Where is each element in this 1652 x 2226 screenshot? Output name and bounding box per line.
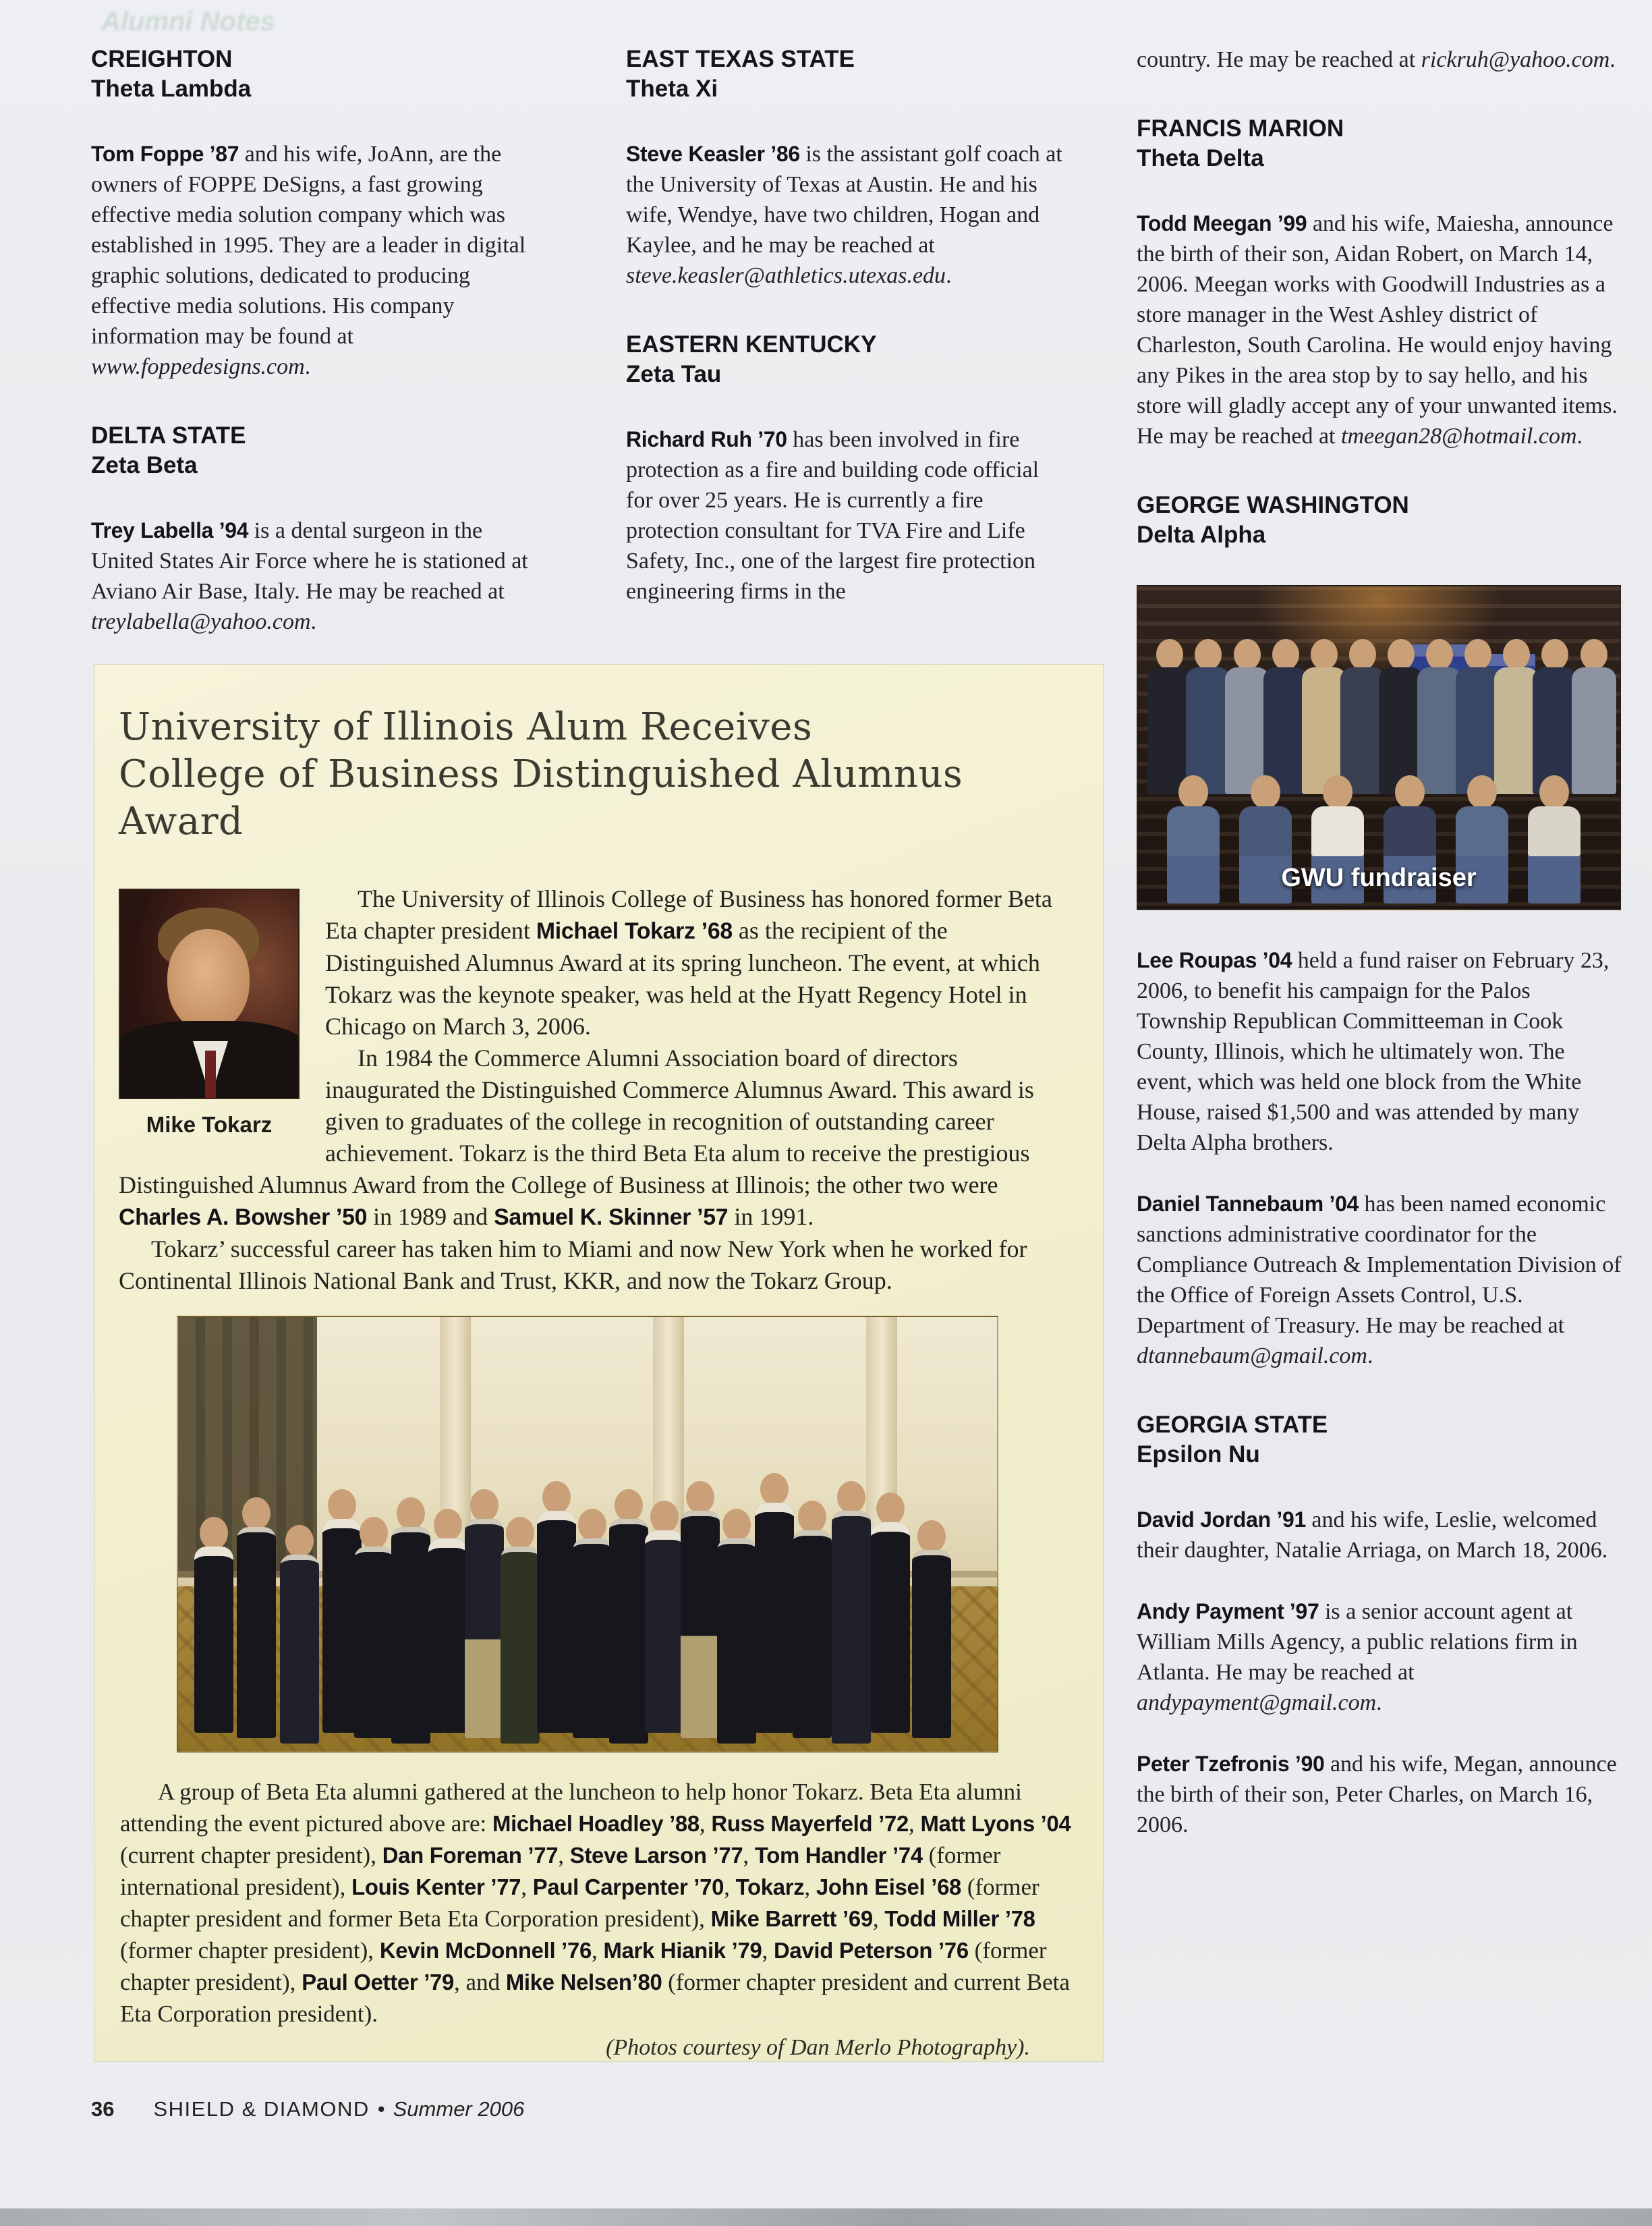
- person-head: [1541, 639, 1568, 670]
- email-or-url: andypayment@gmail.com: [1137, 1690, 1377, 1715]
- body-text: (former chapter president and former Beta Eta Corporation president),: [120, 1874, 1039, 1932]
- alumnus-name: Daniel Tannebaum ’04: [1137, 1192, 1359, 1216]
- alumnus-name: Todd Meegan ’99: [1137, 211, 1307, 235]
- page-number: 36: [91, 2097, 115, 2121]
- email-or-url: treylabella@yahoo.com: [91, 609, 311, 634]
- person-head: [798, 1501, 826, 1533]
- chapter-name: Zeta Tau: [626, 361, 722, 387]
- alumni-note: [91, 516, 543, 637]
- chapter-name: Theta Xi: [626, 76, 718, 102]
- person-body: [573, 1538, 612, 1738]
- body-text: and his wife, JoAnn, are the owners of FOPPE DeSigns, a fast growing effective media solution company which was established in 1995. They are a leader in digital graphic solutions, dedicated to producing effective media solutions. His company information may be found at: [91, 142, 526, 349]
- section-heading: [91, 45, 543, 104]
- body-text: and his wife, Maiesha, announce the birth of their son, Aidan Robert, on March 14, 2006. Meegan works with Goodwill Industries as a store manager in the West Ashley district of Charleston, South Carolina. He would enjoy having any Pikes in the area stop by to say hello, and his store will gladly accept any of your unwanted items. He may be reached at: [1137, 211, 1618, 449]
- feature-paragraph: [119, 1233, 1075, 1297]
- person-head: [1349, 639, 1376, 670]
- person-head: [434, 1509, 462, 1541]
- school-name: EAST TEXAS STATE: [626, 46, 855, 72]
- person-head: [1272, 639, 1299, 670]
- person-head: [200, 1517, 228, 1549]
- body-text: In 1984 the Commerce Alumni Association board of directors inaugurated the Distinguished Commerce Alumnus Award. This award is given to graduates of the college in recognition of outstanding career achievement. Tokarz is the third Beta Eta alum to receive the prestigious Distinguished Alumnus Award from the College of Business at Illinois; the other two were: [119, 1045, 1034, 1198]
- body-text: in 1989 and: [367, 1203, 494, 1230]
- feature-box: [94, 665, 1103, 2061]
- body-text: ,: [743, 1842, 755, 1868]
- person-head: [1178, 775, 1208, 809]
- section-heading: [91, 421, 543, 480]
- email-or-url: www.foppedesigns.com: [91, 354, 305, 379]
- person-head: [470, 1489, 499, 1522]
- alumnus-name: Steve Keasler ’86: [626, 142, 800, 166]
- person-figure: [1225, 639, 1270, 794]
- person-body: [832, 1511, 871, 1744]
- alumnus-name: Louis Kenter ’77: [351, 1874, 521, 1899]
- alumnus-name: John Eisel ’68: [816, 1874, 962, 1899]
- person-figure: [237, 1497, 276, 1738]
- alumnus-name: Richard Ruh ’70: [626, 427, 787, 451]
- person-head: [1464, 639, 1491, 670]
- alumnus-name: Samuel K. Skinner ’57: [494, 1204, 729, 1230]
- alumnus-name: Michael Tokarz ’68: [536, 918, 733, 944]
- person-figure: [871, 1493, 910, 1733]
- person-head: [360, 1517, 388, 1549]
- alumnus-name: Peter Tzefronis ’90: [1137, 1752, 1325, 1776]
- school-name: EASTERN KENTUCKY: [626, 331, 877, 358]
- alumnus-name: Tom Handler ’74: [754, 1843, 923, 1868]
- person-head: [1503, 639, 1530, 670]
- issue-label: Summer 2006: [393, 2097, 525, 2121]
- body-text: .: [304, 354, 311, 379]
- alumni-note: [1137, 1189, 1624, 1371]
- email-or-url: dtannebaum@gmail.com: [1137, 1343, 1367, 1368]
- person-figure: [194, 1517, 233, 1733]
- person-head: [1426, 639, 1453, 670]
- column-left: [91, 45, 543, 668]
- email-or-url: steve.keasler@athletics.utexas.edu: [626, 263, 946, 288]
- person-figure: [717, 1509, 756, 1744]
- section-heading: [1137, 491, 1624, 550]
- alumnus-name: David Jordan ’91: [1137, 1507, 1306, 1532]
- person-head: [397, 1497, 425, 1530]
- person-figure: [391, 1497, 430, 1744]
- person-figure: [1494, 639, 1539, 794]
- body-text: .: [310, 609, 317, 634]
- person-body: [194, 1547, 233, 1733]
- person-figure: [832, 1481, 871, 1744]
- school-name: GEORGIA STATE: [1137, 1412, 1328, 1438]
- person-figure: [1379, 639, 1423, 794]
- body-text: ,: [762, 1937, 774, 1964]
- alumnus-name: Matt Lyons ’04: [920, 1811, 1071, 1836]
- person-figure: [537, 1481, 576, 1733]
- person-head: [285, 1525, 314, 1557]
- column-middle: [626, 45, 1071, 638]
- person-head: [506, 1517, 534, 1549]
- alumni-note: [1137, 1749, 1624, 1840]
- body-text: (former chapter president),: [120, 1937, 1047, 1995]
- body-text: and his wife, Leslie, welcomed their daughter, Natalie Arriaga, on March 18, 2006.: [1137, 1507, 1608, 1563]
- alumnus-name: Mike Nelsen’80: [505, 1970, 662, 1995]
- alumnus-name: Charles A. Bowsher ’50: [119, 1204, 368, 1230]
- person-figure: [1302, 639, 1346, 794]
- person-head: [1395, 775, 1425, 809]
- person-body: [793, 1530, 832, 1738]
- person-head: [760, 1473, 789, 1505]
- person-figure: [1533, 639, 1577, 794]
- person-head: [876, 1493, 905, 1525]
- body-text: .: [1367, 1343, 1373, 1368]
- person-figure: [1417, 639, 1462, 794]
- feature-title: [119, 704, 1075, 845]
- person-body: [391, 1527, 430, 1744]
- school-name: GEORGE WASHINGTON: [1137, 492, 1409, 518]
- body-text: (former chapter president),: [120, 1937, 380, 1964]
- alumnus-name: Michael Hoadley ’88: [492, 1811, 700, 1836]
- person-head: [1251, 775, 1280, 809]
- body-text: .: [1376, 1690, 1382, 1715]
- person-figure: [912, 1520, 951, 1738]
- body-text: has been involved in fire protection as a fire and building code official for over 25 years. He is currently a fire protection consultant for TVA Fire and Life Safety, Inc., one of the largest fire protection engineering firms in the: [626, 427, 1039, 604]
- alumnus-name: Tom Foppe ’87: [91, 142, 239, 166]
- body-text: ,: [804, 1874, 816, 1900]
- gwu-photo-caption: GWU fundraiser: [1281, 864, 1477, 892]
- alumni-note: [1137, 1505, 1624, 1565]
- alumni-note: [1137, 45, 1624, 75]
- email-or-url: rickruh@yahoo.com: [1421, 47, 1610, 72]
- portrait-caption: Mike Tokarz: [146, 1112, 273, 1137]
- body-text: ,: [558, 1842, 570, 1868]
- footer-separator: •: [377, 2097, 385, 2121]
- photo-credit: (Photos courtesy of Dan Merlo Photography).: [606, 2035, 1030, 2060]
- body-text: ,: [521, 1874, 533, 1900]
- school-name: DELTA STATE: [91, 422, 246, 449]
- person-figure: [573, 1509, 612, 1738]
- body-text: is a senior account agent at William Mills Agency, a public relations firm in Atlanta. He may be reached at: [1137, 1599, 1578, 1685]
- person-figure: [465, 1489, 504, 1738]
- person-figure: [793, 1501, 832, 1738]
- person-body: [237, 1527, 276, 1738]
- portrait-face: [167, 929, 250, 1032]
- page-footer: [91, 2097, 524, 2121]
- person-head: [1195, 639, 1222, 670]
- alumni-note: [1137, 208, 1624, 451]
- section-heading: [626, 45, 1071, 104]
- magazine-name: SHIELD & DIAMOND: [153, 2097, 370, 2121]
- scan-edge-strip: [0, 2208, 1652, 2226]
- body-text: has been named economic sanctions administrative coordinator for the Compliance Outreach & Implementation Division of the Office of Foreign Assets Control, U.S. Department of Treasury. He may be reached at: [1137, 1192, 1622, 1338]
- alumni-note: [626, 139, 1071, 291]
- person-figure: [1456, 639, 1500, 794]
- person-figure: [609, 1489, 648, 1744]
- alumnus-name: Trey Labella ’94: [91, 518, 249, 542]
- person-head: [650, 1501, 679, 1533]
- gwu-fundraiser-photo: [1137, 585, 1621, 910]
- body-text: .: [1576, 424, 1583, 449]
- body-text: A group of Beta Eta alumni gathered at the luncheon to help honor Tokarz. Beta Eta alumni attending the event pictured above are:: [120, 1779, 1022, 1837]
- body-text: is a dental surgeon in the United States Air Force where he is stationed at Aviano Air Base, Italy. He may be reached at: [91, 518, 528, 604]
- body-text: , and: [454, 1969, 506, 1995]
- person-body: [280, 1555, 319, 1744]
- section-heading: [626, 330, 1071, 389]
- person-figure: [501, 1517, 540, 1744]
- alumnus-name: David Peterson ’76: [773, 1938, 969, 1963]
- person-body: [354, 1547, 393, 1738]
- person-head: [1234, 639, 1261, 670]
- alumnus-name: Lee Roupas ’04: [1137, 948, 1292, 972]
- person-figure: [1572, 639, 1616, 794]
- alumnus-name: Andy Payment ’97: [1137, 1599, 1319, 1623]
- person-head: [578, 1509, 606, 1541]
- alumnus-name: Kevin McDonnell ’76: [379, 1938, 592, 1963]
- alumni-note: [91, 139, 543, 382]
- body-text: (former international president),: [120, 1842, 1001, 1900]
- alumni-note: [626, 424, 1071, 607]
- person-body: [717, 1538, 756, 1744]
- luncheon-group-photo: [177, 1316, 998, 1753]
- body-text: country. He may be reached at: [1137, 47, 1421, 72]
- portrait-tie: [205, 1051, 216, 1098]
- body-text: .: [1610, 47, 1616, 72]
- person-head: [1156, 639, 1183, 670]
- body-text: and his wife, Megan, announce the birth of their son, Peter Charles, on March 16, 2006.: [1137, 1752, 1617, 1837]
- person-head: [1323, 775, 1352, 809]
- alumnus-name: Paul Oetter ’79: [302, 1970, 455, 1995]
- alumni-note: [1137, 1596, 1624, 1718]
- alumnus-name: Tokarz: [735, 1874, 805, 1899]
- person-body: [681, 1511, 720, 1738]
- person-head: [1311, 639, 1338, 670]
- body-text: Tokarz’ successful career has taken him to Miami and now New York when he worked for Continental Illinois National Bank and Trust, KKR, and now the Tokarz Group.: [119, 1235, 1027, 1294]
- person-body: [755, 1503, 794, 1733]
- portrait-image: [119, 889, 300, 1099]
- body-text: ,: [591, 1937, 604, 1964]
- alumnus-name: Todd Miller ’78: [884, 1906, 1035, 1931]
- person-figure: [1186, 639, 1230, 794]
- feature-article: [119, 883, 1075, 1297]
- person-head: [722, 1509, 751, 1541]
- section-heading: [1137, 1410, 1624, 1470]
- column-right: [1137, 45, 1624, 1871]
- person-head: [542, 1481, 571, 1513]
- body-text: in 1991.: [728, 1203, 814, 1230]
- person-figure: [681, 1481, 720, 1738]
- person-body: [912, 1550, 951, 1738]
- person-head: [1580, 639, 1607, 670]
- person-head: [242, 1497, 270, 1530]
- body-text: ,: [724, 1874, 736, 1900]
- alumnus-name: Russ Mayerfeld ’72: [711, 1811, 909, 1836]
- person-figure: [1263, 639, 1308, 794]
- feature-title-line2: College of Business Distinguished Alumnus Award: [119, 752, 963, 843]
- person-head: [1539, 775, 1569, 809]
- person-body: [537, 1511, 576, 1733]
- chapter-name: Theta Delta: [1137, 145, 1264, 171]
- school-name: CREIGHTON: [91, 46, 233, 72]
- group-photo-caption: [120, 1776, 1072, 2030]
- body-text: ,: [908, 1810, 921, 1837]
- person-body: [428, 1538, 467, 1733]
- body-text: as the recipient of the Distinguished Alumnus Award at its spring luncheon. The event, at which Tokarz was the keynote speaker, was held at the Hyatt Regency Hotel in Chicago on March 3, 2006.: [325, 917, 1040, 1040]
- school-name: FRANCIS MARION: [1137, 115, 1344, 142]
- body-text: held a fund raiser on February 23, 2006, to benefit his campaign for the Palos Township Republican Committeeman in Cook County, Illinois, which he ultimately won. The event, which was held one block from the White House, raised $1,500 and was attended by many Delta Alpha brothers.: [1137, 948, 1610, 1155]
- person-body: [609, 1519, 648, 1744]
- person-body: [501, 1547, 540, 1744]
- alumnus-name: Dan Foreman ’77: [382, 1843, 559, 1868]
- person-figure: [280, 1525, 319, 1744]
- email-or-url: tmeegan28@hotmail.com: [1341, 424, 1577, 449]
- person-figure: [428, 1509, 467, 1733]
- alumnus-name: Steve Larson ’77: [569, 1843, 743, 1868]
- section-heading: [1137, 114, 1624, 173]
- chapter-name: Zeta Beta: [91, 452, 198, 478]
- person-figure: [354, 1517, 393, 1738]
- chapter-name: Theta Lambda: [91, 76, 252, 102]
- person-body: [645, 1530, 684, 1733]
- person-figure: [1340, 639, 1385, 794]
- mike-tokarz-photo: [119, 889, 300, 1140]
- person-head: [615, 1489, 643, 1522]
- person-head: [917, 1520, 946, 1553]
- body-text: .: [946, 263, 952, 288]
- person-head: [1467, 775, 1497, 809]
- body-text: ,: [699, 1810, 712, 1837]
- body-text: (former chapter president and current Beta Eta Corporation president).: [120, 1969, 1070, 2027]
- person-figure: [1147, 639, 1192, 794]
- alumnus-name: Paul Carpenter ’70: [532, 1874, 724, 1899]
- body-text: The University of Illinois College of Business has honored former Beta Eta chapter president: [325, 885, 1052, 944]
- chapter-name: Epsilon Nu: [1137, 1441, 1260, 1468]
- person-figure: [645, 1501, 684, 1733]
- feature-title-line1: University of Illinois Alum Receives: [119, 705, 813, 749]
- alumni-note: [1137, 945, 1624, 1158]
- person-head: [837, 1481, 865, 1513]
- person-body: [871, 1522, 910, 1733]
- ghost-bleed-text: Alumni Notes: [101, 7, 275, 36]
- chapter-name: Delta Alpha: [1137, 522, 1266, 548]
- person-head: [686, 1481, 714, 1513]
- person-head: [1388, 639, 1415, 670]
- alumnus-name: Mark Hianik ’79: [603, 1938, 762, 1963]
- body-text: ,: [872, 1905, 885, 1932]
- body-text: (current chapter president),: [120, 1842, 382, 1868]
- alumnus-name: Mike Barrett ’69: [710, 1906, 873, 1931]
- body-text: is the assistant golf coach at the University of Texas at Austin. He and his wife, Wendye, have two children, Hogan and Kaylee, and he may be reached at: [626, 142, 1062, 258]
- person-figure: [755, 1473, 794, 1733]
- person-body: [465, 1519, 504, 1738]
- person-head: [328, 1489, 356, 1522]
